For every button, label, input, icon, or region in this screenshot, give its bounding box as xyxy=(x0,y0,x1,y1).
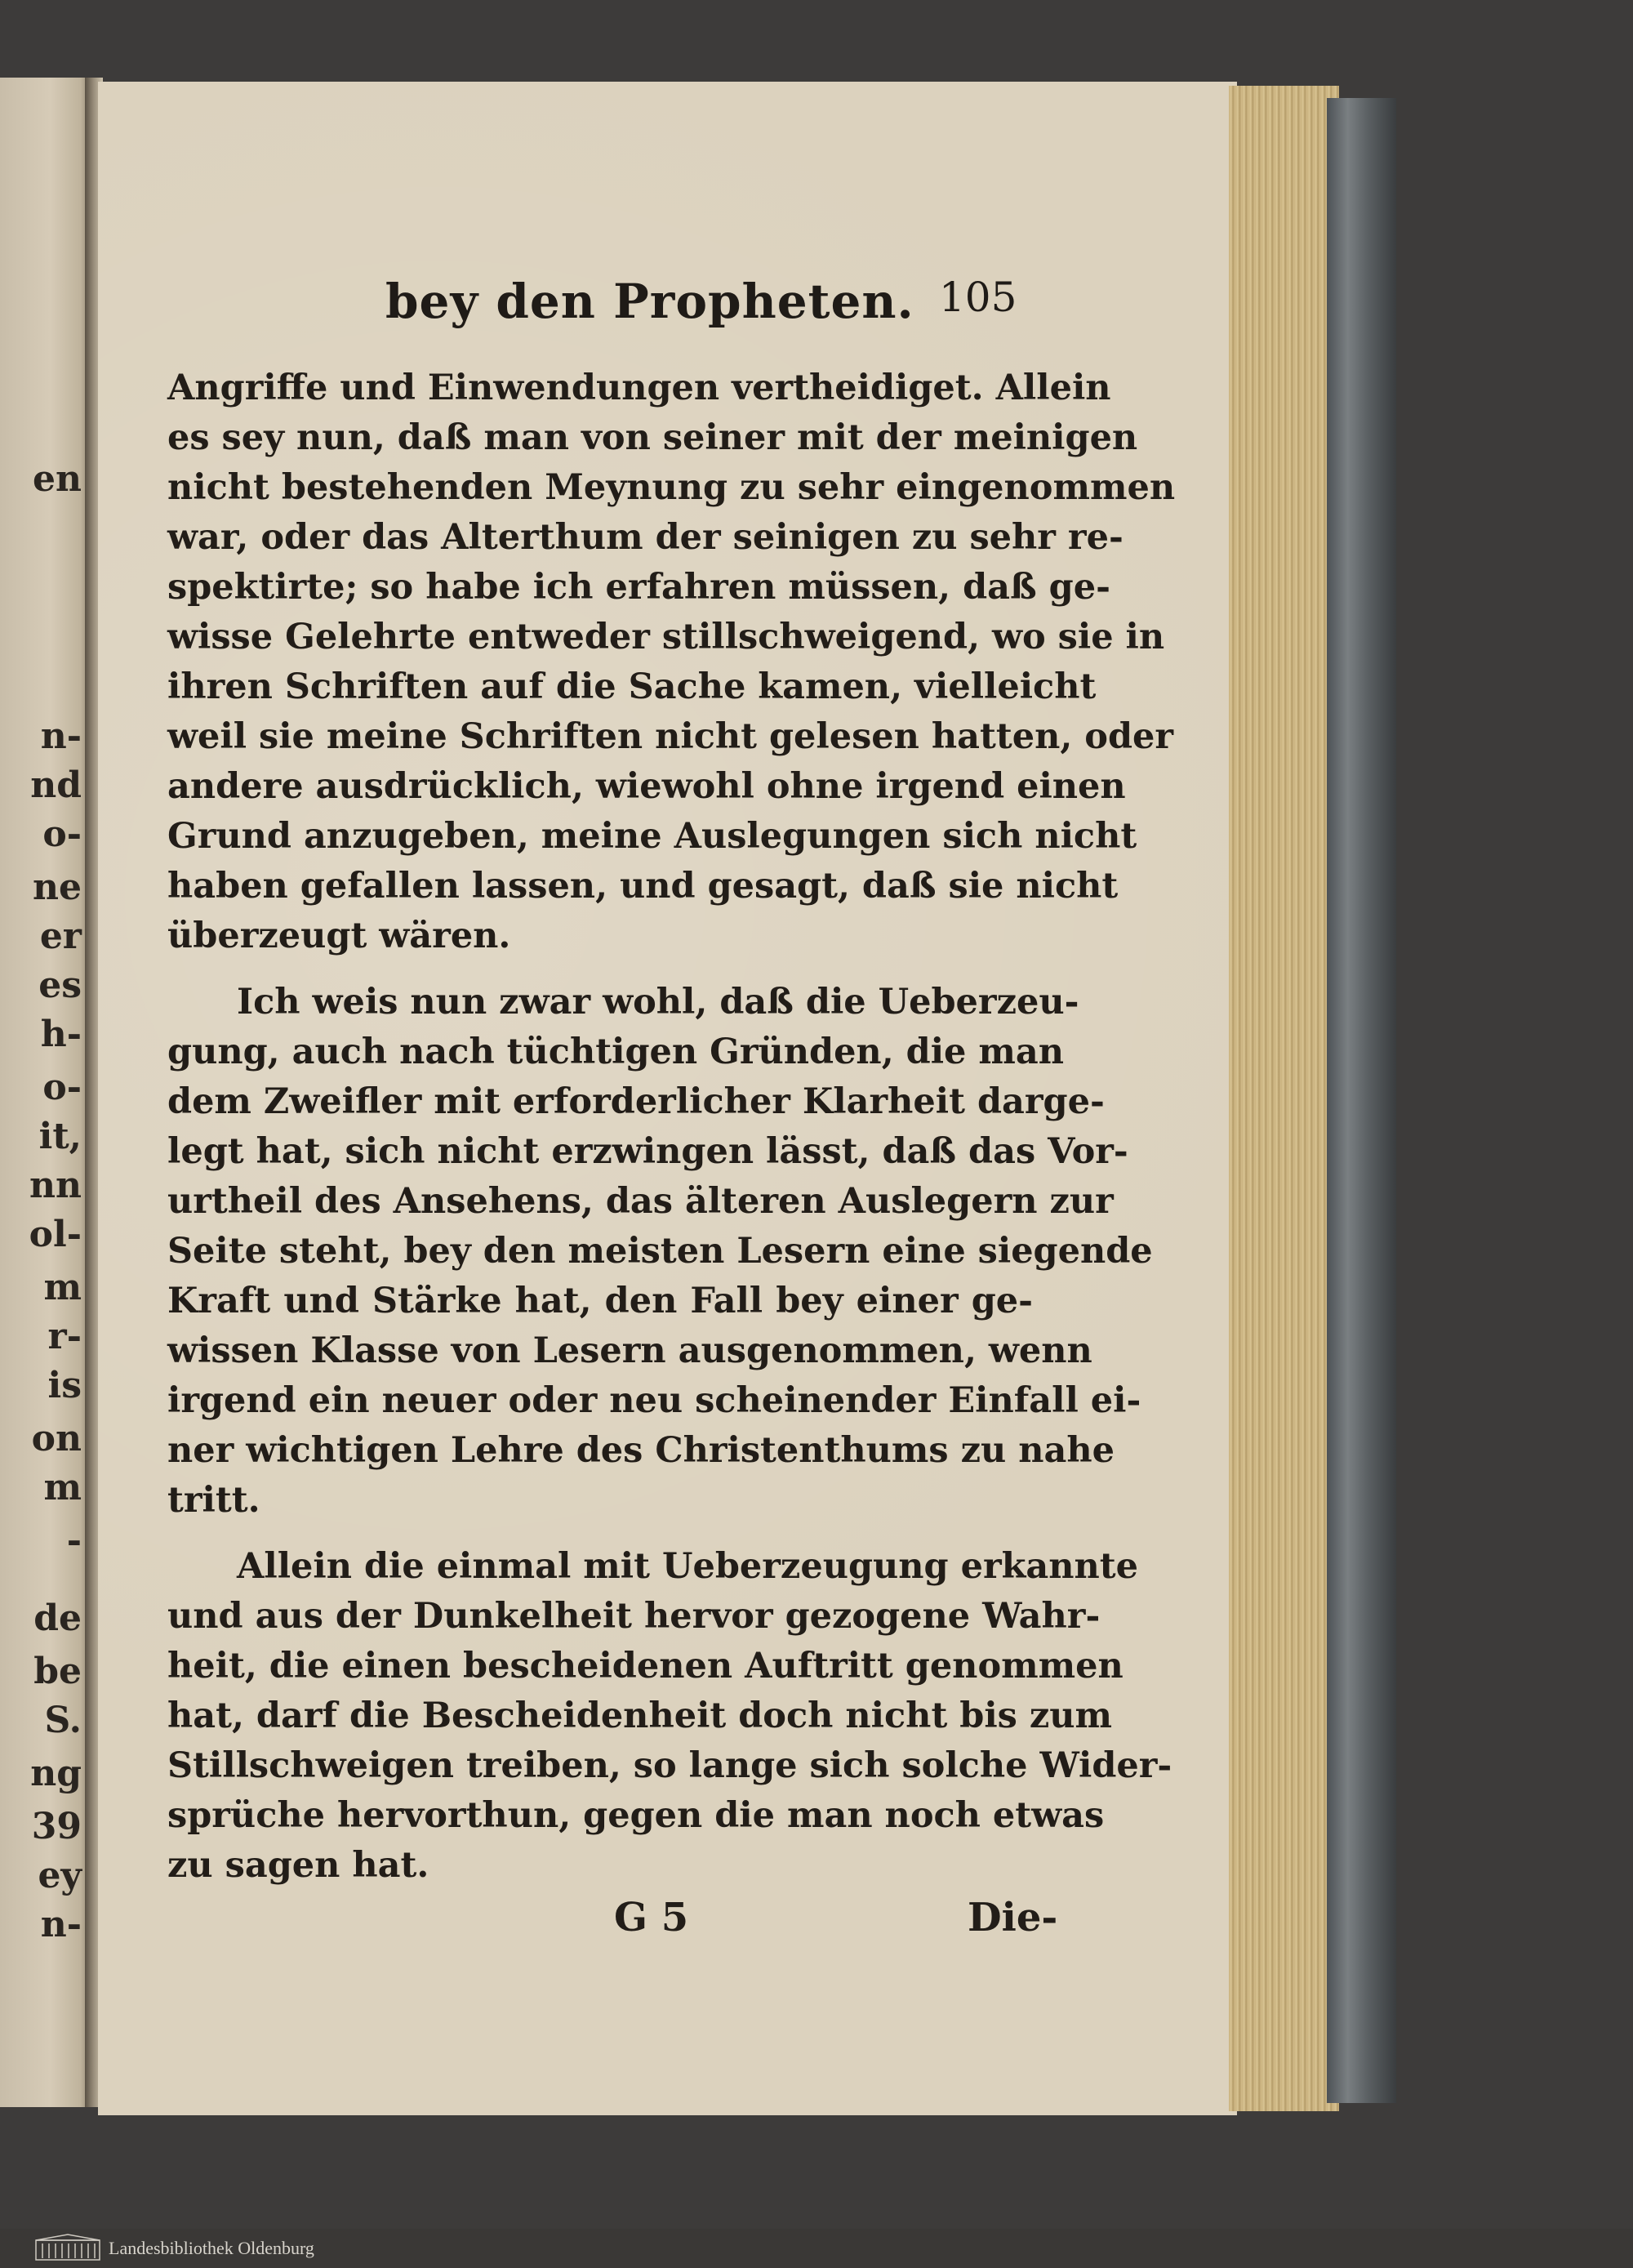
running-head: bey den Propheten. xyxy=(385,274,914,329)
page-header xyxy=(0,274,1633,331)
left-page-fragment: on xyxy=(31,1418,82,1459)
left-page-fragment: it, xyxy=(38,1116,82,1157)
text-line: spektirte; so habe ich erfahren müssen, daß ge- xyxy=(167,567,1110,608)
left-page-fragment: ol- xyxy=(29,1214,82,1255)
text-line: tritt. xyxy=(167,1480,260,1521)
text-line: zu sagen hat. xyxy=(167,1845,429,1886)
text-line: urtheil des Ansehens, das älteren Auslegern zur xyxy=(167,1181,1114,1222)
left-page-fragment: nn xyxy=(29,1165,82,1206)
text-line: heit, die einen bescheidenen Auftritt genommen xyxy=(167,1646,1124,1687)
left-page-fragment: o- xyxy=(42,813,82,855)
body-text xyxy=(167,363,1176,1891)
text-line: Stillschweigen treiben, so lange sich solche Wider- xyxy=(167,1745,1172,1786)
text-line: und aus der Dunkelheit hervor gezogene Wahr- xyxy=(167,1596,1101,1637)
text-line: ihren Schriften auf die Sache kamen, vielleicht xyxy=(167,666,1097,707)
left-page-fragment: m xyxy=(43,1467,82,1508)
left-page-fragment: ey xyxy=(38,1855,82,1896)
text-line: ner wichtigen Lehre des Christenthums zu nahe xyxy=(167,1430,1115,1471)
signature-mark: G 5 xyxy=(614,1895,689,1940)
library-name: Landesbibliothek Oldenburg xyxy=(109,2238,314,2258)
left-page-fragment: en xyxy=(33,458,82,500)
text-line: nicht bestehenden Meynung zu sehr eingenommen xyxy=(167,467,1176,508)
text-line: war, oder das Alterthum der seinigen zu sehr re- xyxy=(167,517,1124,558)
left-page-fragment: n- xyxy=(40,1904,82,1945)
paragraph-gap xyxy=(167,1526,1033,1542)
library-building-icon xyxy=(34,2234,101,2261)
left-page-fragment: m xyxy=(43,1267,82,1308)
catchword: Die- xyxy=(968,1895,1058,1940)
left-page-fragment: 39 xyxy=(31,1806,82,1847)
text-line: Angriffe und Einwendungen vertheidiget. Allein xyxy=(167,368,1111,408)
text-line: wisse Gelehrte entweder stillschweigend, wo sie in xyxy=(167,617,1165,657)
left-page-fragment: nd xyxy=(30,764,82,806)
paragraph xyxy=(167,1542,1172,1891)
left-page-fragment: - xyxy=(66,1520,82,1562)
paragraph-gap xyxy=(167,961,1033,978)
left-page-fragment: es xyxy=(38,965,82,1006)
text-line: hat, darf die Bescheidenheit doch nicht bis zum xyxy=(167,1695,1113,1736)
text-line: Ich weis nun zwar wohl, daß die Ueberzeu- xyxy=(237,982,1079,1023)
paragraph xyxy=(167,978,1153,1526)
text-line: legt hat, sich nicht erzwingen lässt, daß das Vor- xyxy=(167,1131,1128,1172)
left-page-fragment: is xyxy=(47,1365,82,1406)
page-number: 105 xyxy=(939,274,1017,321)
paragraph xyxy=(167,363,1176,961)
page-footer xyxy=(0,1895,1633,1944)
library-footer-bar xyxy=(0,2229,1633,2268)
book-cover xyxy=(1327,98,1396,2103)
text-line: Seite steht, bey den meisten Lesern eine siegende xyxy=(167,1231,1153,1272)
left-page-fragment: h- xyxy=(40,1014,82,1055)
left-page-edge xyxy=(0,78,91,2107)
text-line: wissen Klasse von Lesern ausgenommen, wenn xyxy=(167,1330,1092,1371)
left-page-fragment: n- xyxy=(40,715,82,757)
text-line: es sey nun, daß man von seiner mit der meinigen xyxy=(167,417,1138,458)
page-edges xyxy=(1229,86,1339,2111)
left-page-fragment: r- xyxy=(47,1316,82,1357)
left-page-fragment: ng xyxy=(30,1753,82,1794)
text-line: Grund anzugeben, meine Auslegungen sich nicht xyxy=(167,816,1137,857)
text-line: überzeugt wären. xyxy=(167,916,511,956)
left-page-fragment: S. xyxy=(44,1700,82,1741)
text-line: Kraft und Stärke hat, den Fall bey einer ge- xyxy=(167,1281,1033,1321)
text-line: andere ausdrücklich, wiewohl ohne irgend einen xyxy=(167,766,1126,807)
left-page-fragment: er xyxy=(39,916,82,957)
text-line: irgend ein neuer oder neu scheinender Einfall ei- xyxy=(167,1380,1141,1421)
text-line: sprüche hervorthun, gegen die man noch etwas xyxy=(167,1795,1105,1836)
text-line: haben gefallen lassen, und gesagt, daß sie nicht xyxy=(167,866,1119,907)
text-line: Allein die einmal mit Ueberzeugung erkannte xyxy=(237,1546,1138,1587)
left-page-fragment: be xyxy=(33,1651,82,1692)
text-line: dem Zweifler mit erforderlicher Klarheit darge- xyxy=(167,1081,1105,1122)
left-page-fragment: o- xyxy=(42,1067,82,1108)
left-page-fragment: de xyxy=(33,1597,82,1639)
left-page-fragment: ne xyxy=(33,867,82,908)
text-line: gung, auch nach tüchtigen Gründen, die man xyxy=(167,1032,1064,1072)
text-line: weil sie meine Schriften nicht gelesen hatten, oder xyxy=(167,716,1174,757)
